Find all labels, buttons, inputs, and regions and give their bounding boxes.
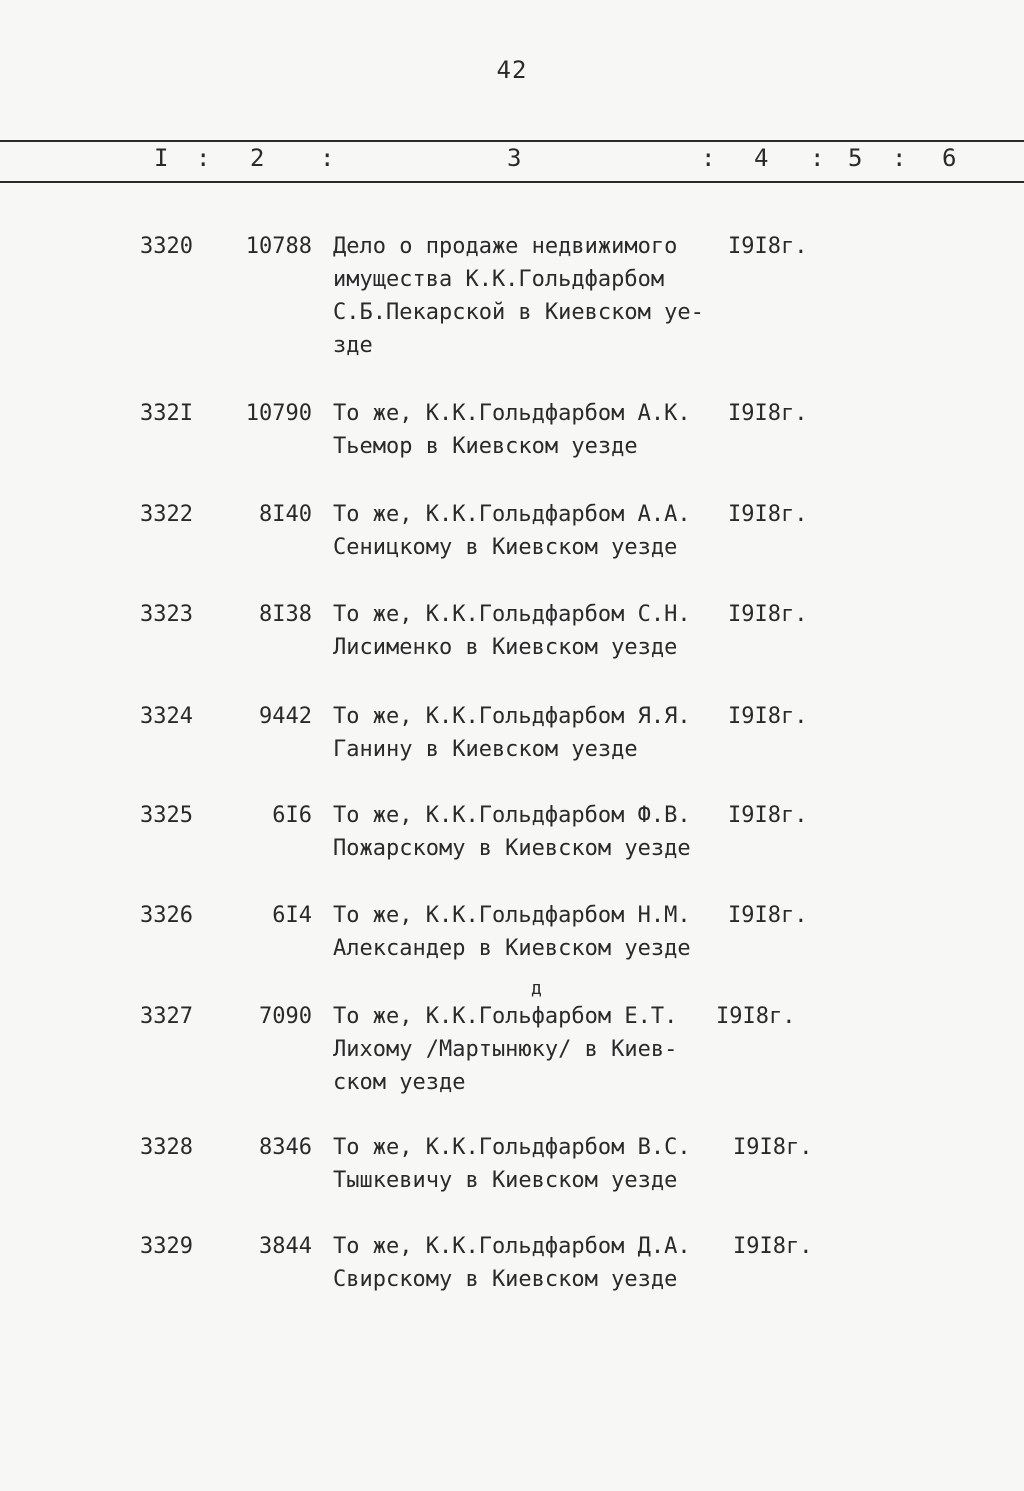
entry-inventory-number: 6I6: [272, 803, 312, 828]
entry-description: То же, К.К.Гольдфарбом А.А. Сеницкому в Киевском уезде: [333, 502, 691, 560]
header-separator: :: [810, 144, 825, 172]
entry-date: I9I8г.: [728, 234, 808, 259]
header-separator: :: [196, 144, 211, 172]
header-col-2: 2: [250, 144, 265, 172]
entry-number: 332I: [140, 401, 193, 426]
entry-description: То же, К.К.Гольдфарбом Д.А. Свирскому в Киевском уезде: [333, 1234, 691, 1292]
entry-inventory-number: 10788: [245, 234, 312, 259]
entry-description: Дело о продаже недвижимого имущества К.К.Гольдфарбом С.Б.Пекарской в Киевском уе- зде: [333, 234, 704, 358]
entry-inventory-number: 7090: [259, 1004, 312, 1029]
header-top-rule: [0, 140, 1024, 142]
entry-number: 3326: [140, 903, 193, 928]
entry-description: То же, К.К.Гольфарбом Е.Т. Лихому /Мартынюку/ в Киев- ском уезде: [333, 1004, 678, 1095]
entry-date: I9I8г.: [728, 903, 808, 928]
entry-date: I9I8г.: [728, 502, 808, 527]
entry-date: I9I8г.: [733, 1234, 813, 1259]
entry-number: 3320: [140, 234, 193, 259]
page-number: 42: [496, 56, 528, 84]
entry-number: 3322: [140, 502, 193, 527]
entry-date: I9I8г.: [728, 704, 808, 729]
header-col-1: I: [154, 144, 169, 172]
entry-number: 3327: [140, 1004, 193, 1029]
entry-inventory-number: 8346: [259, 1135, 312, 1160]
header-col-5: 5: [848, 144, 863, 172]
entry-inventory-number: 8I40: [259, 502, 312, 527]
entry-inventory-number: 6I4: [272, 903, 312, 928]
header-separator: :: [892, 144, 907, 172]
entry-date: I9I8г.: [716, 1004, 796, 1029]
entry-description: То же, К.К.Гольдфарбом Ф.В. Пожарскому в Киевском уезде: [333, 803, 691, 861]
entry-date: I9I8г.: [733, 1135, 813, 1160]
entry-description: То же, К.К.Гольдфарбом Я.Я. Ганину в Киевском уезде: [333, 704, 691, 762]
entry-description: То же, К.К.Гольдфарбом С.Н. Лисименко в Киевском уезде: [333, 602, 691, 660]
entry-inventory-number: 8I38: [259, 602, 312, 627]
entry-date: I9I8г.: [728, 602, 808, 627]
header-col-3: 3: [507, 144, 522, 172]
entry-inventory-number: 3844: [259, 1234, 312, 1259]
header-col-6: 6: [942, 144, 957, 172]
header-bottom-rule: [0, 181, 1024, 183]
entry-number: 3325: [140, 803, 193, 828]
entry-inventory-number: 10790: [245, 401, 312, 426]
entry-date: I9I8г.: [728, 803, 808, 828]
entry-inventory-number: 9442: [259, 704, 312, 729]
header-separator: :: [320, 144, 335, 172]
entry-number: 3329: [140, 1234, 193, 1259]
header-col-4: 4: [754, 144, 769, 172]
entry-number: 3323: [140, 602, 193, 627]
header-separator: :: [701, 144, 716, 172]
entry-number: 3328: [140, 1135, 193, 1160]
entry-number: 3324: [140, 704, 193, 729]
entry-description: То же, К.К.Гольдфарбом А.К. Тьемор в Киевском уезде: [333, 401, 691, 459]
entry-description: То же, К.К.Гольдфарбом Н.М. Александер в Киевском уезде: [333, 903, 691, 961]
entry-date: I9I8г.: [728, 401, 808, 426]
entry-description: То же, К.К.Гольдфарбом В.С. Тышкевичу в Киевском уезде: [333, 1135, 691, 1193]
handwritten-correction: д: [531, 978, 542, 999]
